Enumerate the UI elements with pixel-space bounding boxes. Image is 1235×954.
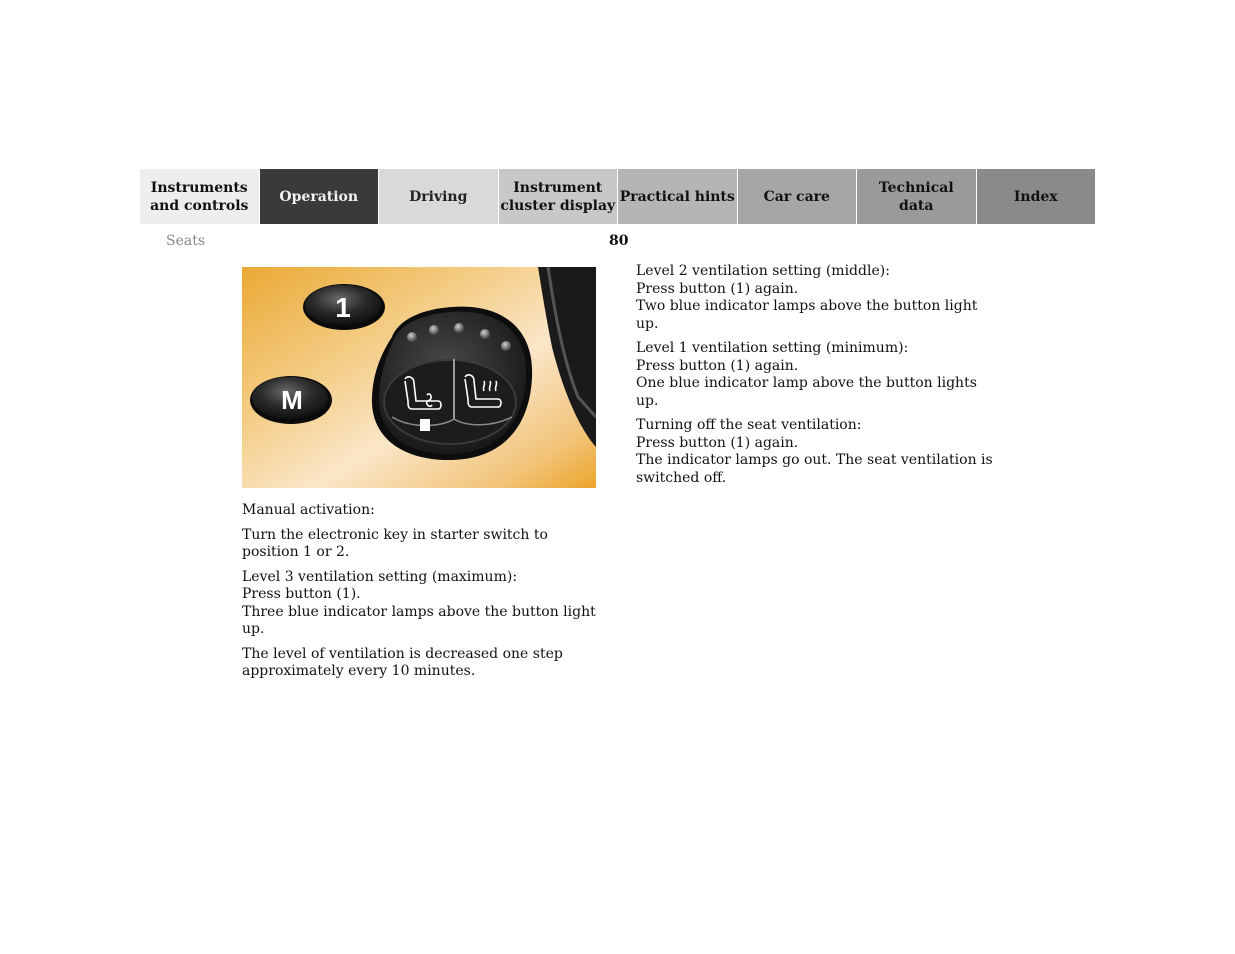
tab-instrument-cluster-display[interactable]: Instrument cluster display (499, 169, 619, 224)
text-line: Level 1 ventilation setting (minimum): (636, 340, 909, 356)
paragraph (636, 340, 996, 410)
button-m-label: M (281, 385, 303, 415)
page-number: 80 (609, 233, 629, 249)
text-line: Turning off the seat ventilation: (636, 417, 862, 433)
text-line: One blue indicator lamp above the button lights up. (636, 375, 977, 409)
text-line: The indicator lamps go out. The seat ventilation is switched off. (636, 452, 993, 486)
ventilation-button (303, 284, 385, 330)
paragraph (636, 263, 996, 333)
section-title: Seats (166, 233, 206, 249)
indicator-lamp (480, 329, 490, 339)
indicator-lamp (407, 332, 417, 342)
tab-instruments-and-controls[interactable]: Instruments and controls (140, 169, 260, 224)
paragraph: Manual activation: (242, 502, 375, 518)
seat-ventilation-figure (242, 267, 596, 488)
tab-practical-hints[interactable]: Practical hints (618, 169, 738, 224)
tab-index[interactable]: Index (977, 169, 1096, 224)
paragraph: Turn the electronic key in starter switch to position 1 or 2. (242, 526, 548, 560)
text-line: Press button (1) again. (636, 434, 799, 451)
seat-controls-illustration (242, 267, 596, 488)
right-column (636, 263, 996, 494)
text-line: Press button (1) again. (636, 357, 799, 374)
text-line: Press button (1). (242, 586, 361, 602)
paragraph (636, 417, 996, 487)
selection-marker (420, 419, 430, 431)
text-line: Three blue indicator lamps above the button light up. (242, 603, 596, 637)
indicator-lamp (429, 325, 439, 335)
left-column (242, 502, 596, 688)
text-line: Level 3 ventilation setting (maximum): (242, 568, 518, 585)
text-line: Press button (1) again. (636, 280, 799, 297)
indicator-lamp (454, 323, 464, 333)
text-line: Level 2 ventilation setting (middle): (636, 263, 890, 279)
memory-button (250, 376, 332, 424)
tab-technical-data[interactable]: Technical data (857, 169, 977, 224)
tab-car-care[interactable]: Car care (738, 169, 858, 224)
paragraph (242, 569, 596, 639)
tab-driving[interactable]: Driving (379, 169, 499, 224)
indicator-lamp (501, 341, 511, 351)
button-1-label: 1 (335, 292, 351, 323)
tab-operation[interactable]: Operation (260, 169, 380, 224)
chapter-nav (140, 169, 1095, 224)
paragraph: The level of ventilation is decreased one step approximately every 10 minutes. (242, 645, 563, 679)
text-line: Two blue indicator lamps above the button light up. (636, 298, 978, 332)
